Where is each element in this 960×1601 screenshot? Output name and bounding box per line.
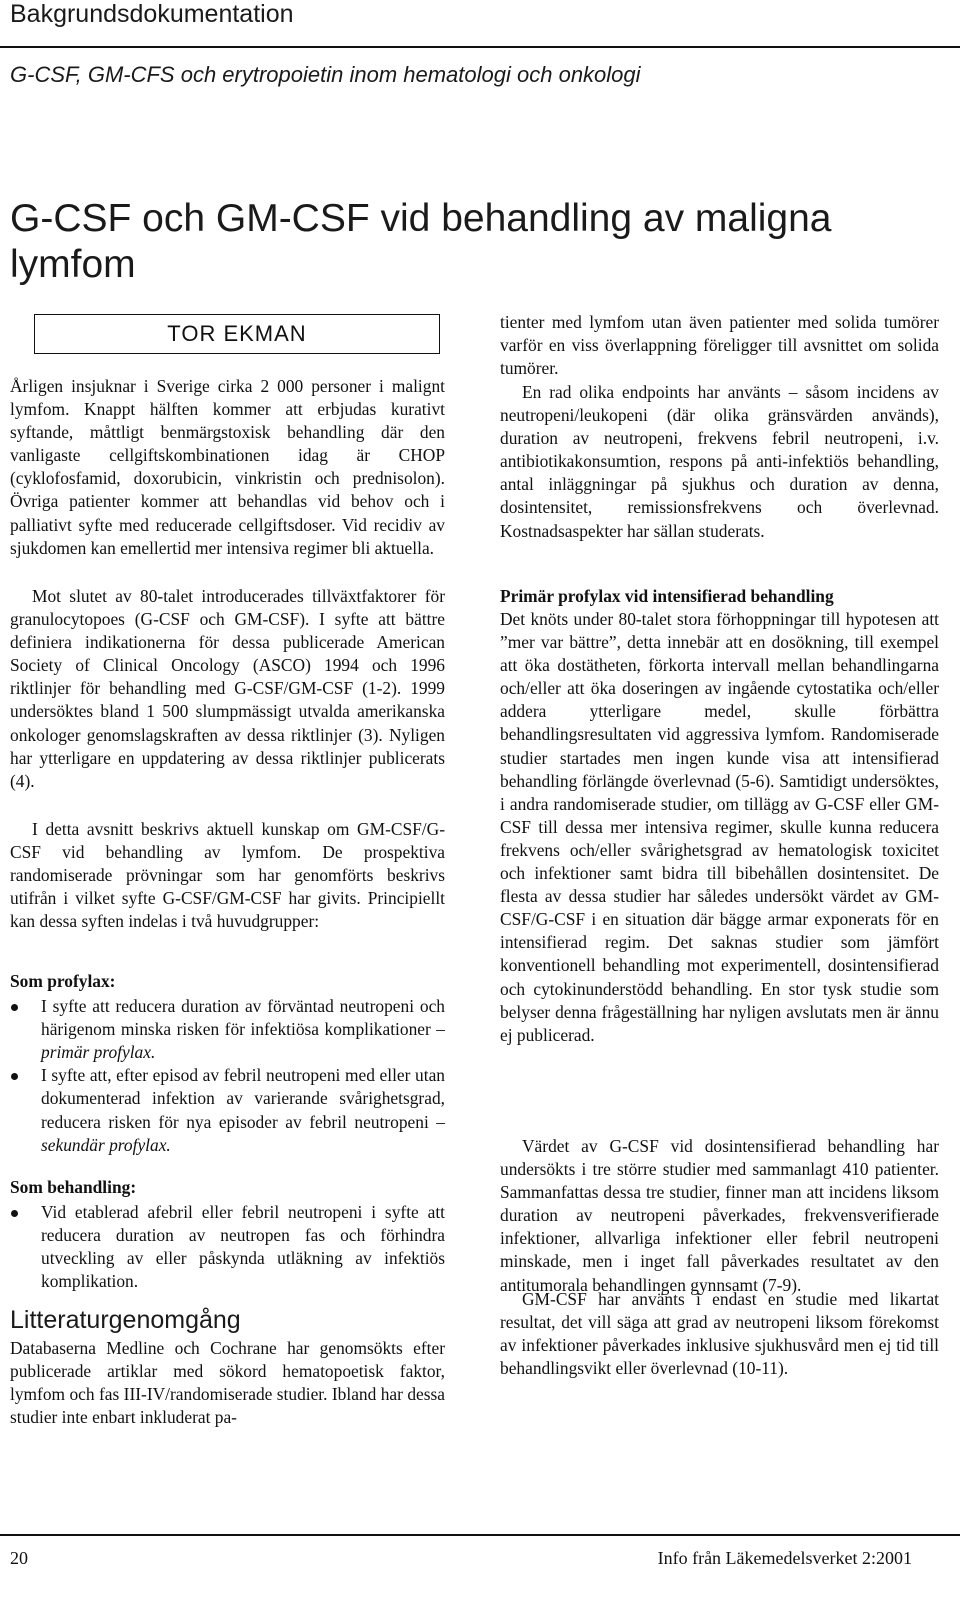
author-box xyxy=(34,314,440,354)
continued-paragraph: tienter med lymfom utan även patienter med solida tumörer varför en viss överlappning föreligger till avsnittet om solida tumörer. xyxy=(500,312,939,379)
list-item xyxy=(10,995,445,1064)
author-name: TOR EKMAN xyxy=(167,321,307,346)
gmcsf-paragraph: GM-CSF har använts i endast en studie med likartat resultat, det vill säga att grad av neutropeni liksom förekomst av infektioner påverkades inklusive sjukhusvård men ej tid till behandlingsvikt eller överlevnad (10-11). xyxy=(500,1289,939,1379)
behandling-heading: Som behandling: xyxy=(10,1177,137,1197)
intro-paragraph-3: I detta avsnitt beskrivs aktuell kunskap om GM-CSF/G-CSF vid behandling av lymfom. De prospektiva randomiserade prövningar som har genomförts beskrivs utifrån i vilket syfte G-CSF/GM-CSF har givits. Principiellt kan dessa syften indelas i två huvudgrupper: xyxy=(10,819,445,932)
list-item-emphasis: primär profylax. xyxy=(41,1042,156,1063)
list-item-text: Vid etablerad afebril eller febril neutropeni i syfte att reducera duration av neutropen fas och förhindra utveckling av eller påskynda utläkning av infektiös komplikation. xyxy=(41,1202,445,1292)
gcsf-paragraph: Värdet av G-CSF vid dosintensifierad behandling har undersökts i tre större studier med sammanlagt 410 patienter. Sammanfattas dessa tre studier, finner man att incidens liksom duration av neutropeni påverkades, frekvensverifierade infektioner, allvarliga infektioner eller febril neutropeni minskade, men i inget fall påverkades resultatet av den antitumorala behandlingen gynnsamt (7-9). xyxy=(500,1136,939,1295)
header-rule xyxy=(0,46,960,48)
list-item xyxy=(10,1064,445,1156)
primary-prophylaxis-paragraph: Det knöts under 80-talet stora förhoppningar till hypotesen att ”mer var bättre”, detta innebär att en dosökning, till exempel att öka dostätheten, förkorta intervall mellan behandlingarna och/eller att öka doseringen av ingående cytostatika och/eller addera ytterligare medel, skulle förbättra behandlingsresultaten vid aggressiva lymfom. Randomiserade studier startades men ingen kunde visa att intensifierad behandling förlängde överlevnad (5-6). Samtidigt undersöktes, i andra randomiserade studier, om tillägg av G-CSF eller GM-CSF till dessa mer intensiva regimer, skulle kunna reducera frekvens och/eller svårighetsgrad av hematologisk toxicitet och infektioner samt bidra till bibehållen dosintensitet. De flesta av dessa studier har således undersökt värdet av GM-CSF/G-CSF i en situation där bägge armar exponerats för en intensifierad regim. Det saknas studier som jämfört konventionell behandling mot experimentell, dosintensifierad och cytokinunderstödd behandling. En stor tysk studie som belyser denna frågeställning har nyligen avslutats men är ännu ej publicerad. xyxy=(500,609,939,1045)
behandling-section xyxy=(10,1176,445,1293)
list-item-text: I syfte att, efter episod av febril neutropeni med eller utan dokumenterad infektion av varierande svårighetsgrad, reducera risken för nya episoder av febril neutropeni – xyxy=(41,1065,445,1132)
list-item xyxy=(10,1201,445,1293)
bullet-icon xyxy=(11,1210,18,1217)
bullet-icon xyxy=(11,1073,18,1080)
primary-prophylaxis-heading: Primär profylax vid intensifierad behandling xyxy=(500,586,834,606)
running-header-subtitle: G-CSF, GM-CFS och erytropoietin inom hematologi och onkologi xyxy=(10,62,641,87)
footer-rule xyxy=(0,1534,960,1536)
endpoints-paragraph: En rad olika endpoints har använts – såsom incidens av neutropeni/leukopeni (där olika gränsvärden används), duration av neutropeni, frekvens febril neutropeni, i.v. antibiotikakonsumtion, respons på anti-infektiös behandling, antal inläggningar på sjukhus och duration av denna, dosintensitet, remissionsfrekvens och överlevnad. Kostnadsaspekter har sällan studerats. xyxy=(500,382,939,541)
bullet-icon xyxy=(11,1004,18,1011)
profylax-heading: Som profylax: xyxy=(10,971,116,991)
page-number: 20 xyxy=(10,1548,28,1568)
intro-paragraph-1: Årligen insjuknar i Sverige cirka 2 000 personer i malignt lymfom. Knappt hälften kommer att erbjudas kurativt syftande, måttligt benmärgstoxisk behandling där den vanligaste cellgiftskombinationen idag är CHOP (cyklofosfamid, doxorubicin, vinkristin och prednisolon). Övriga patienter kommer att behandlas vid behov och i palliativt syfte med reducerade cellgiftsdoser. Vid recidiv av sjukdomen kan emellertid mer intensiva regimer bli aktuella. xyxy=(10,376,445,558)
running-header-title: Bakgrundsdokumentation xyxy=(10,0,294,28)
literature-paragraph: Databaserna Medline och Cochrane har genomsökts efter publicerade artiklar med sökord hematopoetisk faktor, lymfom och fas III-IV/randomiserade studier. Ibland har dessa studier inte enbart inkluderat pa- xyxy=(10,1338,445,1428)
profylax-list xyxy=(10,995,445,1157)
list-item-text: I syfte att reducera duration av förväntad neutropeni och härigenom minska risken för infektiösa komplikationer – xyxy=(41,996,445,1040)
literature-heading: Litteraturgenomgång xyxy=(10,1306,241,1334)
behandling-list xyxy=(10,1201,445,1293)
list-item-emphasis: sekundär profylax. xyxy=(41,1134,171,1155)
intro-paragraph-2: Mot slutet av 80-talet introducerades tillväxtfaktorer för granulocytopoes (G-CSF och GM-CSF). I syfte att bättre definiera indikationerna för dessa publicerade American Society of Clinical Oncology (ASCO) 1994 och 1996 riktlinjer för behandling med G-CSF/GM-CSF (1-2). 1999 undersöktes bland 1 500 slumpmässigt utvalda amerikanska onkologer genomslagskraften av dessa riktlinjer (3). Nyligen har ytterligare en uppdatering av dessa riktlinjer publicerats (4). xyxy=(10,586,445,791)
article-title: G-CSF och GM-CSF vid behandling av maligna lymfom xyxy=(10,197,832,286)
publication-name: Info från Läkemedelsverket 2:2001 xyxy=(657,1548,912,1568)
profylax-section xyxy=(10,970,445,1157)
